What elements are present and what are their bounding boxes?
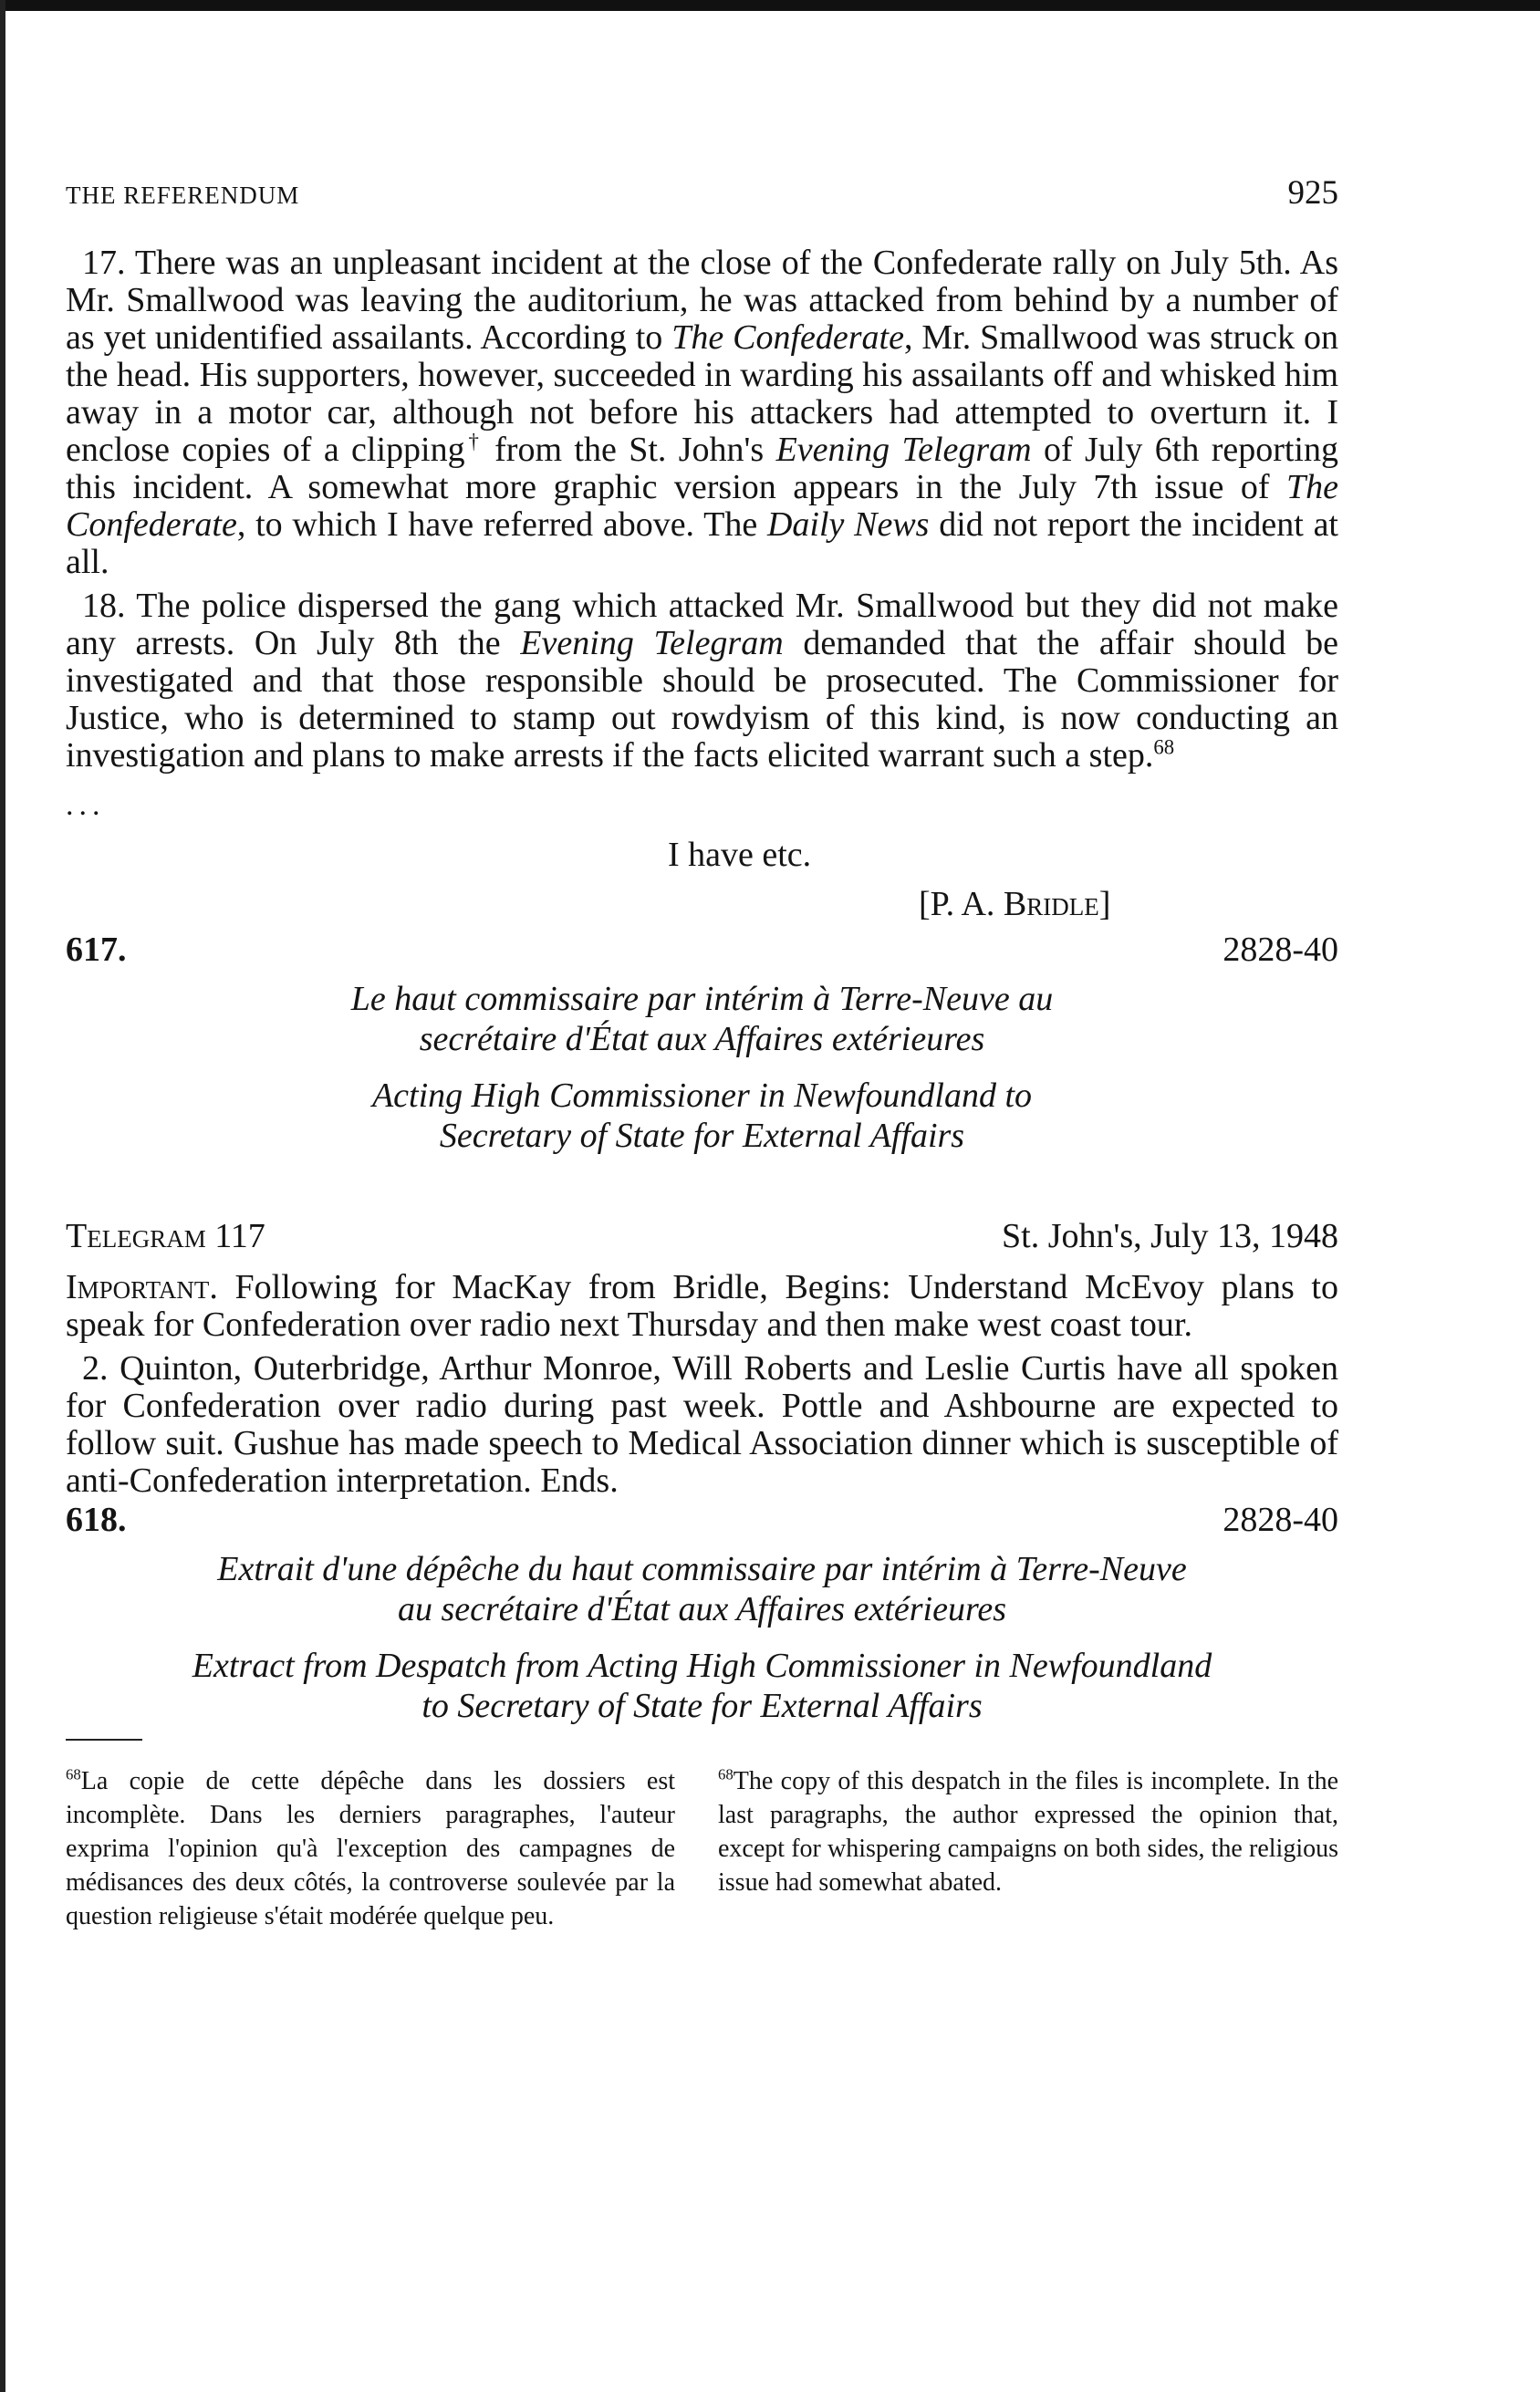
- heading-line: Secretary of State for External Affairs: [439, 1117, 965, 1155]
- paragraph-17: [66, 244, 1338, 581]
- heading-line: Le haut commissaire par intérim à Terre-Neuve au: [350, 980, 1054, 1018]
- running-title: THE REFERENDUM: [66, 182, 300, 209]
- footnote-text: La copie de cette dépêche dans les dossiers est incomplète. Dans les derniers paragraphes, l'auteur exprima l'opinion qu'à l'exception des campagnes de médisances des deux côtés, la controverse soulevée par la question religieuse s'était modérée quelque peu.: [66, 1767, 675, 1930]
- telegram-text-1: Following for MacKay from Bridle, Begins: Understand McEvoy plans to speak for Confederation over radio next Thursday and then make west coast tour.: [66, 1268, 1338, 1344]
- dagger-mark: †: [464, 430, 483, 453]
- paragraph-17-text-6: did not report the incident at all.: [66, 505, 1338, 581]
- paragraph-18-text-2: demanded that the affair should be investigated and that those responsible should be prosecuted. The Commissioner for Justice, who is determined to stamp out rowdyism of this kind, is now conducting an investigation and plans to make arrests if the facts elicited warrant such a step.: [66, 624, 1339, 775]
- heading-line: au secrétaire d'État aux Affaires extérieures: [398, 1590, 1006, 1628]
- paragraph-17-italic-3: The Confederate: [66, 468, 1338, 544]
- footnote-rule: [66, 1739, 142, 1741]
- important-label: Important.: [66, 1268, 218, 1306]
- document-number: 617.: [66, 931, 127, 969]
- paragraph-17-text-5: , to which I have referred above. The: [236, 505, 767, 544]
- telegram-line: [66, 1216, 1338, 1256]
- paragraph-18-italic-1: Evening Telegram: [520, 624, 784, 662]
- place-date: St. John's, July 13, 1948: [1002, 1217, 1338, 1255]
- footnotes: [66, 1764, 1338, 1933]
- footnote-ref-68: 68: [1153, 735, 1175, 759]
- heading-line: Acting High Commissioner in Newfoundland to: [371, 1076, 1033, 1115]
- paragraph-17-italic-1: The Confederate: [671, 318, 904, 357]
- heading-line: to Secretary of State for External Affairs: [421, 1687, 983, 1725]
- scan-border-top: [0, 0, 1540, 11]
- telegram-paragraph-2: 2. Quinton, Outerbridge, Arthur Monroe, Will Roberts and Leslie Curtis have all spoken for Confederation over radio during past week. Pottle and Ashbourne are expected to follow suit. Gushue has made speech to Medical Association dinner which is susceptible of anti-Confederation interpretation. Ends.: [66, 1349, 1338, 1500]
- document-page: [66, 173, 1338, 1933]
- paragraph-18-text-1: 18. The police dispersed the gang which attacked Mr. Smallwood but they did not make any arrests. On July 8th the: [66, 587, 1338, 662]
- paragraph-17-text-2: , Mr. Smallwood was struck on the head. His supporters, however, succeeded in warding his assailants off and whisked him away in a motor car, although not before his attackers had attempted to overturn it. I enclose copies of a clipping: [66, 318, 1338, 469]
- paragraph-17-italic-2: Evening Telegram: [775, 431, 1032, 469]
- telegram-paragraph-1: [66, 1269, 1338, 1344]
- running-head: [66, 173, 1338, 217]
- english-heading: [66, 1076, 1338, 1156]
- file-reference: 2828-40: [1223, 931, 1338, 969]
- paragraph-17-italic-4: Daily News: [766, 505, 930, 544]
- paragraph-17-text-3: from the St. John's: [482, 431, 776, 469]
- heading-line: Extract from Despatch from Acting High Commissioner in Newfoundland: [192, 1647, 1212, 1685]
- paragraph-17-text-4: of July 6th reporting this incident. A somewhat more graphic version appears in the July 7th issue of: [66, 431, 1338, 506]
- signature: [P. A. Bridle]: [919, 885, 1111, 923]
- document-618-header: [66, 1500, 1338, 1540]
- telegram-number: Telegram 117: [66, 1217, 265, 1255]
- french-heading: [66, 1549, 1338, 1629]
- scan-border-left: [0, 0, 5, 2392]
- english-heading: [66, 1646, 1338, 1726]
- closing-phrase: I have etc.: [668, 836, 812, 874]
- document-617-header: [66, 930, 1338, 970]
- footnote-marker: 68: [718, 1765, 734, 1784]
- paragraph-18: [66, 588, 1338, 775]
- paragraph-17-text-1: 17. There was an unpleasant incident at the close of the Confederate rally on July 5th. As Mr. Smallwood was leaving the auditorium, he was attacked from behind by a number of as yet unidentified assailants. According to: [66, 244, 1338, 357]
- heading-line: Extrait d'une dépêche du haut commissaire par intérim à Terre-Neuve: [217, 1550, 1187, 1588]
- footnote-marker: 68: [66, 1765, 81, 1784]
- heading-line: secrétaire d'État aux Affaires extérieures: [419, 1020, 985, 1058]
- document-number: 618.: [66, 1501, 127, 1539]
- footnote-french: [66, 1764, 675, 1933]
- footnote-text: The copy of this despatch in the files is incomplete. In the last paragraphs, the author expressed the opinion that, except for whispering campaigns on both sides, the religious issue had somewhat abated.: [718, 1767, 1338, 1897]
- file-reference: 2828-40: [1223, 1501, 1338, 1539]
- page-number: 925: [1287, 174, 1338, 212]
- french-heading: [66, 979, 1338, 1059]
- footnote-english: [718, 1764, 1338, 1933]
- ellipsis: ...: [66, 788, 106, 822]
